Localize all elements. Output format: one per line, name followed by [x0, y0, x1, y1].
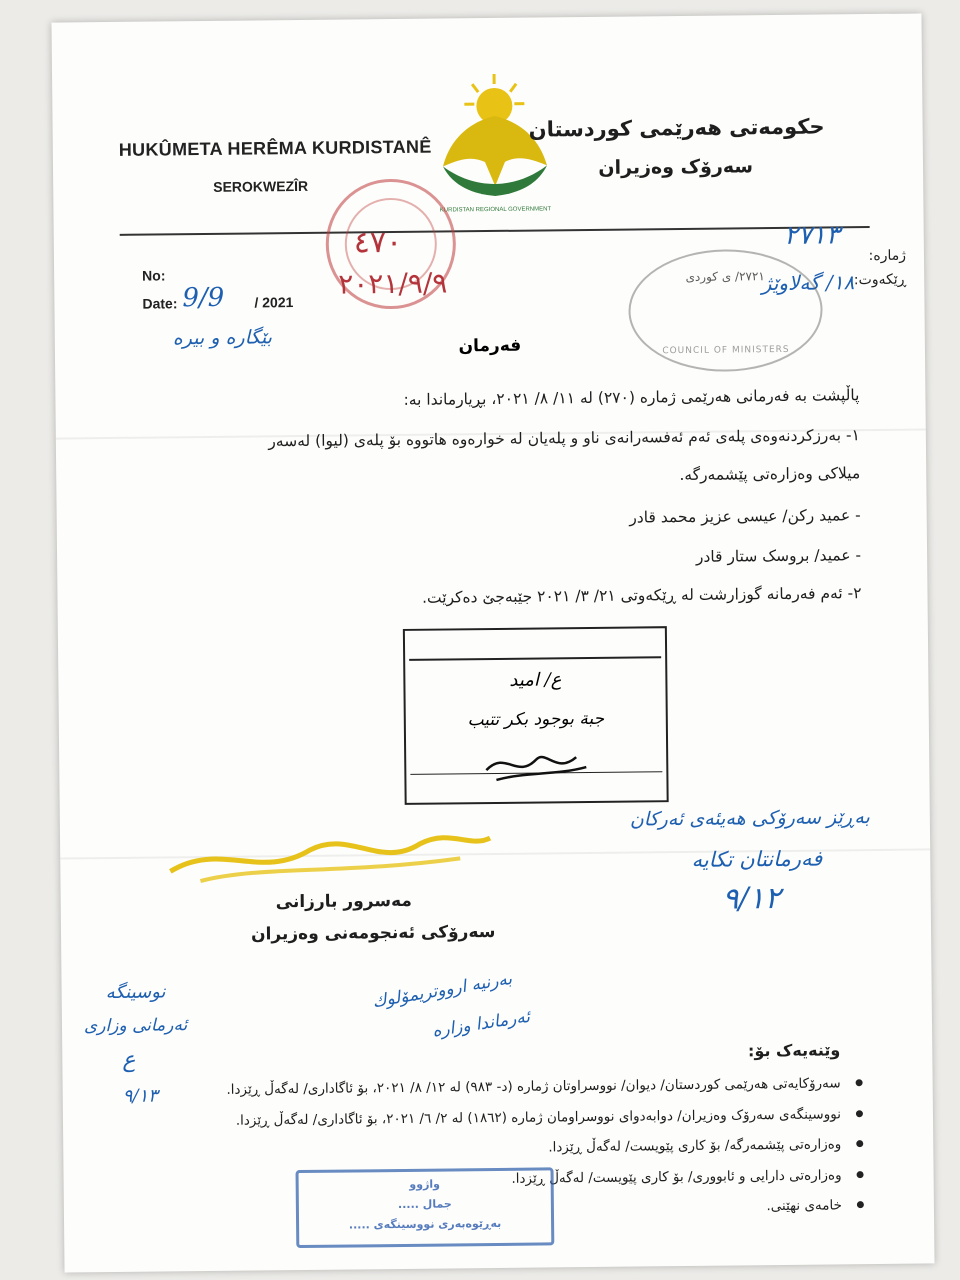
approval-box-text: ع/ امید [509, 669, 562, 691]
handwritten-date: 9/9 [182, 282, 225, 314]
cc-item: وەزارەتی دارایی و ئابووری/ بۆ کاری پێویست/ لەگەڵ ڕێزدا. [63, 1160, 863, 1199]
signer-name: مەسرور بارزانی [275, 890, 412, 913]
approval-signature-icon [476, 739, 597, 790]
stamp-date: ٢٠٢١/٩/٩ [338, 266, 448, 301]
cc-item: وەزارەتی پێشمەرگە/ بۆ کاری پێویست/ لەگەڵ ڕێزدا. [63, 1129, 863, 1168]
approval-box-text: جبة بوجود بكر تتيب [467, 708, 605, 731]
blue-stamp-text: واژوو [409, 1177, 441, 1191]
cc-heading: وێنەیەک بۆ: [747, 1040, 841, 1061]
prime-minister-signature-icon [160, 818, 501, 892]
handwritten-note: بێگارە و بیرە [172, 326, 273, 350]
left-annotation-mark: ع [122, 1047, 136, 1073]
signer-title: سەرۆکی ئەنجومەنی وەزیران [250, 921, 496, 945]
handwritten-kurdish-date: ١٨/ گەلاوێژ [761, 270, 855, 296]
approval-box [403, 626, 669, 805]
body-line: ١- بەرزکردنەوەی پلەی ئەم ئەفسەرانەی ناو و پلەیان لە خوارەوە هاتووە بۆ پلەی (لیوا) لەسەر [268, 426, 860, 451]
emblem-caption: KURDISTAN REGIONAL GOVERNMENT [439, 206, 552, 214]
latin-subtitle: SEROKWEZÎR [213, 177, 309, 195]
body-line: - عمید رکن/ عیسی عزیز محمد قادر [629, 506, 861, 527]
blue-annotation: بەڕێز سەرۆکی هەیئەی ئەرکان [629, 806, 870, 831]
middle-annotation: ئەرماندا وزارە [431, 1006, 532, 1042]
reference-label: ژمارە: [868, 247, 907, 265]
stamp-number: ٤٧٠ [353, 224, 403, 261]
date-label: Date: [142, 295, 178, 312]
blue-annotation-mark: ٩/١٢ [722, 881, 781, 917]
left-annotation: نوسینگە [105, 981, 166, 1004]
body-line: میلاکی وەزارەتی پێشمەرگە. [679, 464, 861, 485]
latin-title: HUKÛMETA HERÊMA KURDISTANÊ [118, 136, 432, 160]
body-line: - عمید/ بروسک ستار قادر [695, 546, 862, 566]
council-stamp-reference: ٢٧٢١/ ی کوردی [685, 269, 765, 284]
handwritten-reference: ٢٧١٣ [783, 220, 840, 251]
document-sheet [51, 13, 934, 1272]
kurdish-subtitle: سەرۆک وەزیران [598, 155, 754, 179]
cc-item: خامەی نهێنی. [64, 1190, 864, 1229]
cc-item: نووسینگەی سەرۆک وەزیران/ دوابەدوای نووسراومان ژمارە (١٨٦٢) لە ٢/ ٦/ ٢٠٢١، بۆ ئاگاداری/ لەگەڵ ڕێزدا. [63, 1099, 863, 1138]
kurdish-date-label: ڕێکەوت: [853, 271, 907, 289]
blue-office-stamp [296, 1167, 555, 1248]
body-line: ٢- ئەم فەرمانە گوزارشت لە ڕێکەوتی ٢١/ ٣/ ٢٠٢١ جێبەجێ دەکرێت. [421, 584, 862, 607]
blue-stamp-text: بەڕێوەبەری نووسینگەی ..... [348, 1216, 502, 1232]
document-title: فەرمان [458, 335, 522, 357]
left-annotation: ئەرمانی وزاری [83, 1015, 188, 1037]
middle-annotation: بەرنیە ارووتریمۆلوك [370, 968, 514, 1013]
body-line: پاڵپشت بە فەرمانی هەرێمی ژمارە (٢٧٠) لە ١١/ ٨/ ٢٠٢١، بڕیارماندا بە: [403, 386, 860, 409]
year-text: / 2021 [254, 294, 294, 311]
blue-annotation: فەرمانتان تکایە [691, 846, 823, 872]
council-stamp-text: COUNCIL OF MINISTERS [662, 344, 790, 357]
left-annotation-date: ٩/١٣ [122, 1085, 158, 1107]
header-rule [120, 226, 870, 236]
kurdish-title: حکومەتی هەرێمی کوردستان [528, 114, 825, 142]
cc-item: سەرۆکایەتی هەرێمی کوردستان/ دیوان/ نووسراوتان ژمارە (د- ٩٨٣) لە ١٢/ ٨/ ٢٠٢١، بۆ ئاگاداری/ لەگەڵ ڕێزدا. [63, 1068, 863, 1107]
no-label: No: [142, 267, 166, 284]
blue-stamp-text: جمال ..... [397, 1197, 452, 1212]
